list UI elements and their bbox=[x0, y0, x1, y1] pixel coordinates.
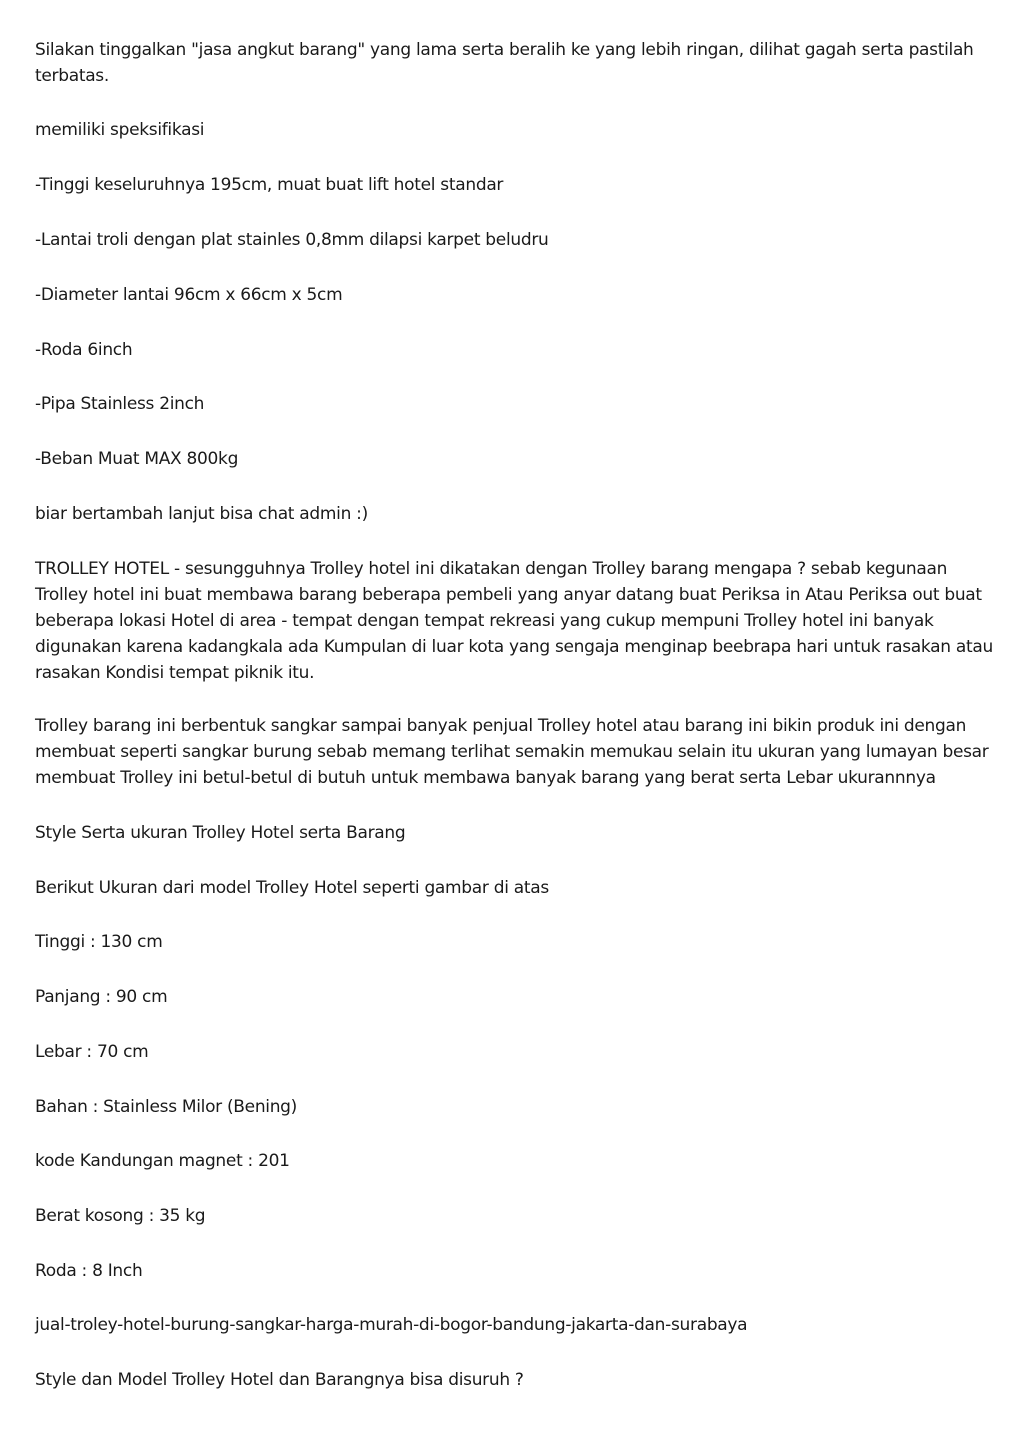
paragraph-trolley-hotel: TROLLEY HOTEL - sesungguhnya Trolley hotel ini dikatakan dengan Trolley barang mengapa ? sebab kegunaan Trolley hotel ini buat membawa barang beberapa pembeli yang anyar datang buat Periksa in Atau Periksa out buat beberapa lokasi Hotel di area - tempat dengan tempat rekreasi yang cukup mempuni Trolley hotel ini banyak digunakan karena kadangkala ada Kumpulan di luar kota yang sengaja menginap beebrapa hari untuk rasakan atau rasakan Kondisi tempat piknik itu. bbox=[35, 559, 993, 683]
spec-item-diameter: -Diameter lantai 96cm x 66cm x 5cm bbox=[35, 285, 343, 305]
size-item-wheel: Roda : 8 Inch bbox=[35, 1261, 143, 1281]
paragraph-size-intro: Berikut Ukuran dari model Trolley Hotel seperti gambar di atas bbox=[35, 878, 549, 898]
paragraph-style-heading: Style Serta ukuran Trolley Hotel serta Barang bbox=[35, 823, 406, 843]
size-item-magnet-code: kode Kandungan magnet : 201 bbox=[35, 1151, 290, 1171]
paragraph-spec-heading: memiliki speksifikasi bbox=[35, 120, 205, 140]
paragraph-intro: Silakan tinggalkan "jasa angkut barang" yang lama serta beralih ke yang lebih ringan, dilihat gagah serta pastilah terbatas. bbox=[35, 40, 974, 86]
paragraph-slug: jual-troley-hotel-burung-sangkar-harga-murah-di-bogor-bandung-jakarta-dan-surabaya bbox=[35, 1315, 748, 1335]
spec-item-height: -Tinggi keseluruhnya 195cm, muat buat lift hotel standar bbox=[35, 175, 504, 195]
spec-item-load: -Beban Muat MAX 800kg bbox=[35, 449, 239, 469]
size-item-length: Panjang : 90 cm bbox=[35, 987, 168, 1007]
size-item-width: Lebar : 70 cm bbox=[35, 1042, 149, 1062]
size-item-height: Tinggi : 130 cm bbox=[35, 932, 163, 952]
spec-item-wheel: -Roda 6inch bbox=[35, 340, 133, 360]
paragraph-final-question: Style dan Model Trolley Hotel dan Barangnya bisa disuruh ? bbox=[35, 1370, 524, 1390]
size-item-empty-weight: Berat kosong : 35 kg bbox=[35, 1206, 206, 1226]
paragraph-chat-admin: biar bertambah lanjut bisa chat admin :) bbox=[35, 504, 368, 524]
spec-item-pipe: -Pipa Stainless 2inch bbox=[35, 394, 205, 414]
size-item-material: Bahan : Stainless Milor (Bening) bbox=[35, 1097, 298, 1117]
paragraph-trolley-barang: Trolley barang ini berbentuk sangkar sampai banyak penjual Trolley hotel atau barang ini bikin produk ini dengan membuat seperti sangkar burung sebab memang terlihat semakin memukau selain itu ukuran yang lumayan besar membuat Trolley ini betul-betul di butuh untuk membawa banyak barang yang berat serta Lebar ukurannnya bbox=[35, 716, 989, 788]
spec-item-floor: -Lantai troli dengan plat stainles 0,8mm dilapsi karpet beludru bbox=[35, 230, 549, 250]
